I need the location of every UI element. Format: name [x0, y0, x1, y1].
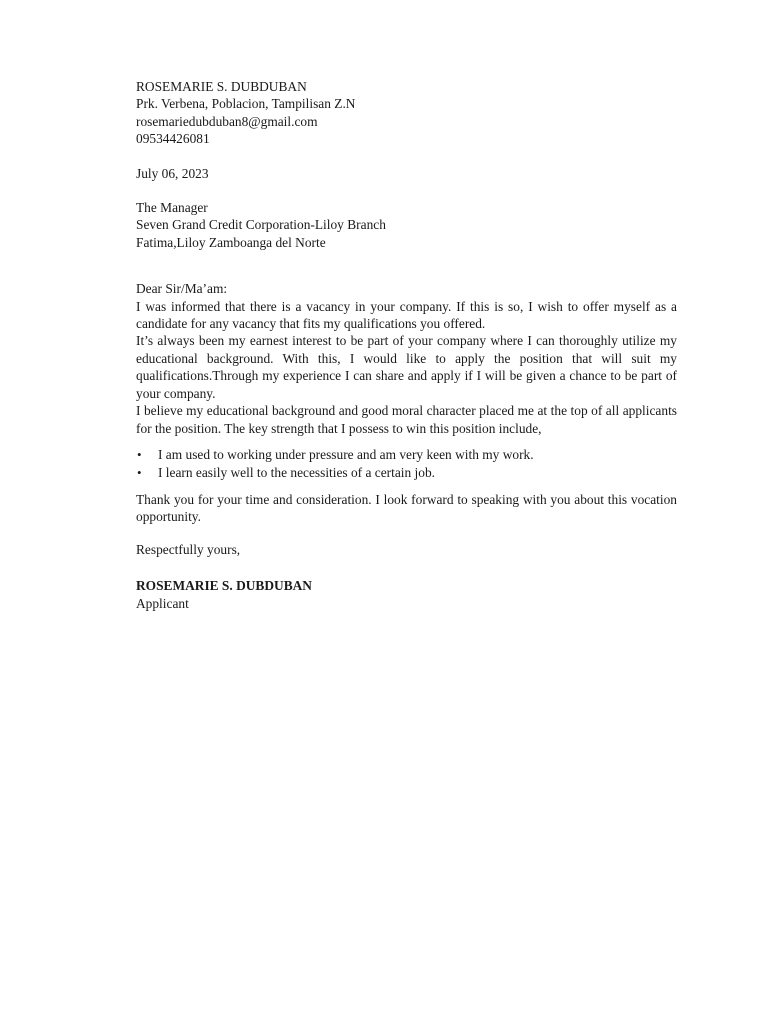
body-paragraph-1: I was informed that there is a vacancy in your company. If this is so, I wish to offer myself as a candidate for any vacancy that fits my qualifications you offered.	[136, 298, 677, 332]
recipient-company: Seven Grand Credit Corporation-Liloy Branch	[136, 217, 386, 233]
sender-address: Prk. Verbena, Poblacion, Tampilisan Z.N	[136, 96, 356, 112]
signature-block	[136, 577, 677, 612]
bullet-icon: •	[137, 464, 142, 480]
strengths-list	[136, 446, 677, 482]
closing-paragraph: Thank you for your time and consideration. I look forward to speaking with you about this vocation opportunity.	[136, 491, 677, 525]
list-item-text: I am used to working under pressure and am very keen with my work.	[158, 446, 534, 462]
letter-body	[136, 298, 677, 526]
complimentary-close: Respectfully yours,	[136, 541, 241, 557]
sender-email: rosemariedubduban8@gmail.com	[136, 113, 318, 129]
list-item-text: I learn easily well to the necessities of a certain job.	[158, 464, 436, 480]
signature-name: ROSEMARIE S. DUBDUBAN	[136, 578, 312, 594]
list-item	[136, 464, 677, 482]
letter-document	[136, 78, 677, 612]
recipient-title: The Manager	[136, 200, 208, 216]
bullet-icon: •	[137, 446, 142, 462]
body-paragraph-3: I believe my educational background and good moral character placed me at the top of all applicants for the position. The key strength that I possess to win this position include,	[136, 403, 677, 436]
signature-role: Applicant	[136, 595, 189, 611]
sender-name: ROSEMARIE S. DUBDUBAN	[136, 79, 307, 94]
salutation: Dear Sir/Ma’am:	[136, 281, 228, 297]
letter-date: July 06, 2023	[136, 165, 209, 181]
recipient-address: Fatima,Liloy Zamboanga del Norte	[136, 234, 326, 250]
sender-phone: 09534426081	[136, 131, 210, 147]
list-item	[136, 446, 677, 464]
recipient-block	[136, 199, 677, 251]
sender-block	[136, 78, 677, 148]
body-paragraph-2: It’s always been my earnest interest to be part of your company where I can thoroughly utilize my educational background. With this, I would like to apply the position that will suit my qualifications.Through my experience I can share and apply if I will be given a chance to be part of your company.	[136, 333, 677, 401]
